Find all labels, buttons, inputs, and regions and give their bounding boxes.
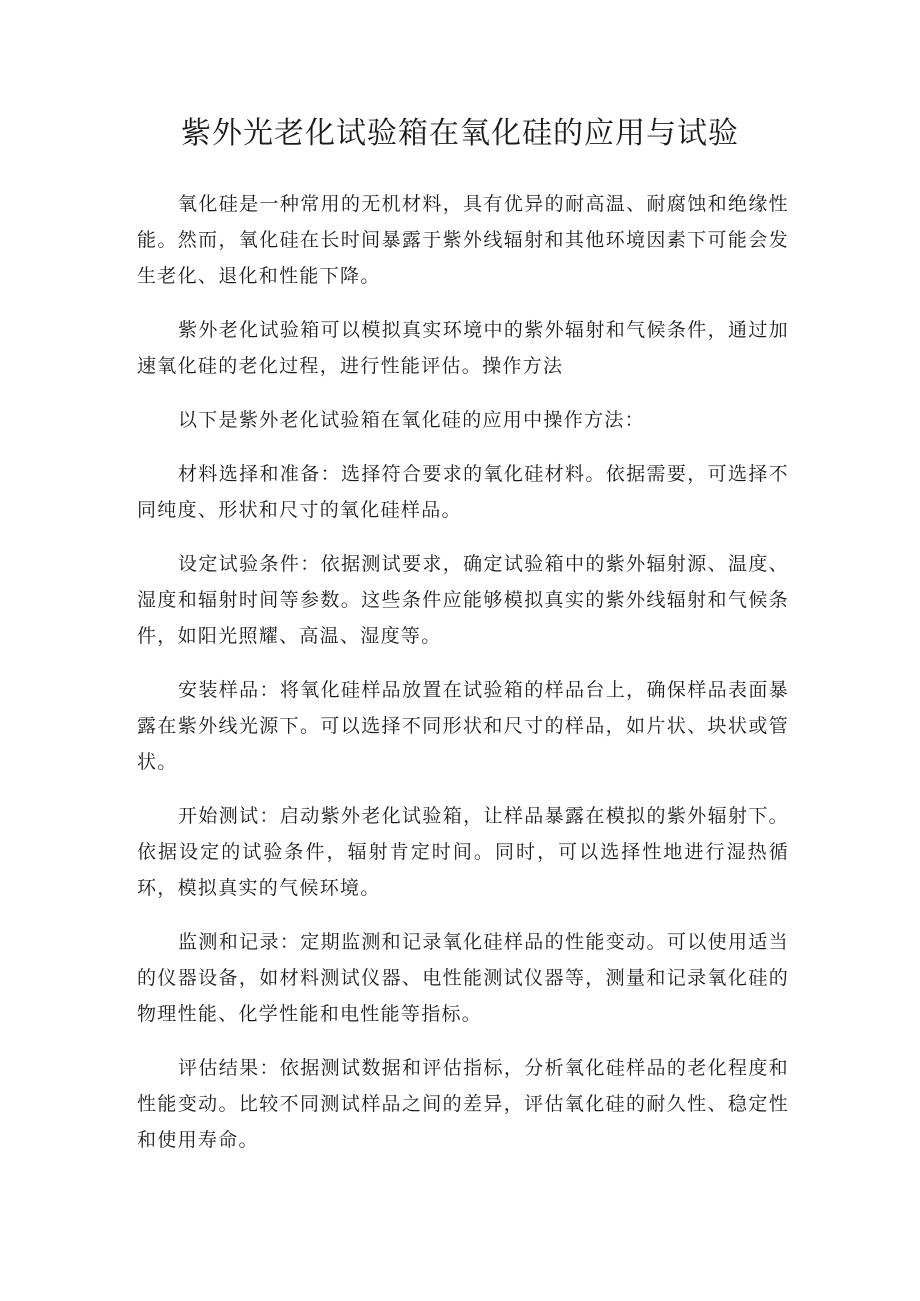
paragraph-step-evaluate: 评估结果：依据测试数据和评估指标，分析氧化硅样品的老化程度和性能变动。比较不同测试样品之间的差异，评估氧化硅的耐久性、稳定性和使用寿命。	[137, 1057, 789, 1151]
paragraph-chamber-purpose: 紫外老化试验箱可以模拟真实环境中的紫外辐射和气候条件，通过加速氧化硅的老化过程，进行性能评估。操作方法	[137, 319, 789, 377]
paragraph-step-install: 安装样品：将氧化硅样品放置在试验箱的样品台上，确保样品表面暴露在紫外线光源下。可以选择不同形状和尺寸的样品，如片状、块状或管状。	[137, 679, 789, 773]
document-title: 紫外光老化试验箱在氧化硅的应用与试验	[181, 116, 739, 151]
paragraph-step-start: 开始测试：启动紫外老化试验箱，让样品暴露在模拟的紫外辐射下。依据设定的试验条件，辐射肯定时间。同时，可以选择性地进行湿热循环，模拟真实的气候环境。	[137, 805, 789, 899]
document-body	[137, 186, 789, 1176]
paragraph-intro: 氧化硅是一种常用的无机材料，具有优异的耐高温、耐腐蚀和绝缘性能。然而，氧化硅在长时间暴露于紫外线辐射和其他环境因素下可能会发生老化、退化和性能下降。	[137, 193, 789, 287]
paragraph-method-lead: 以下是紫外老化试验箱在氧化硅的应用中操作方法：	[178, 409, 645, 431]
paragraph-step-monitor: 监测和记录：定期监测和记录氧化硅样品的性能变动。可以使用适当的仪器设备，如材料测试仪器、电性能测试仪器等，测量和记录氧化硅的物理性能、化学性能和电性能等指标。	[137, 931, 789, 1025]
paragraph-step-conditions: 设定试验条件：依据测试要求，确定试验箱中的紫外辐射源、温度、湿度和辐射时间等参数。这些条件应能够模拟真实的紫外线辐射和气候条件，如阳光照耀、高温、湿度等。	[137, 553, 789, 647]
paragraph-step-material: 材料选择和准备：选择符合要求的氧化硅材料。依据需要，可选择不同纯度、形状和尺寸的氧化硅样品。	[137, 463, 789, 521]
